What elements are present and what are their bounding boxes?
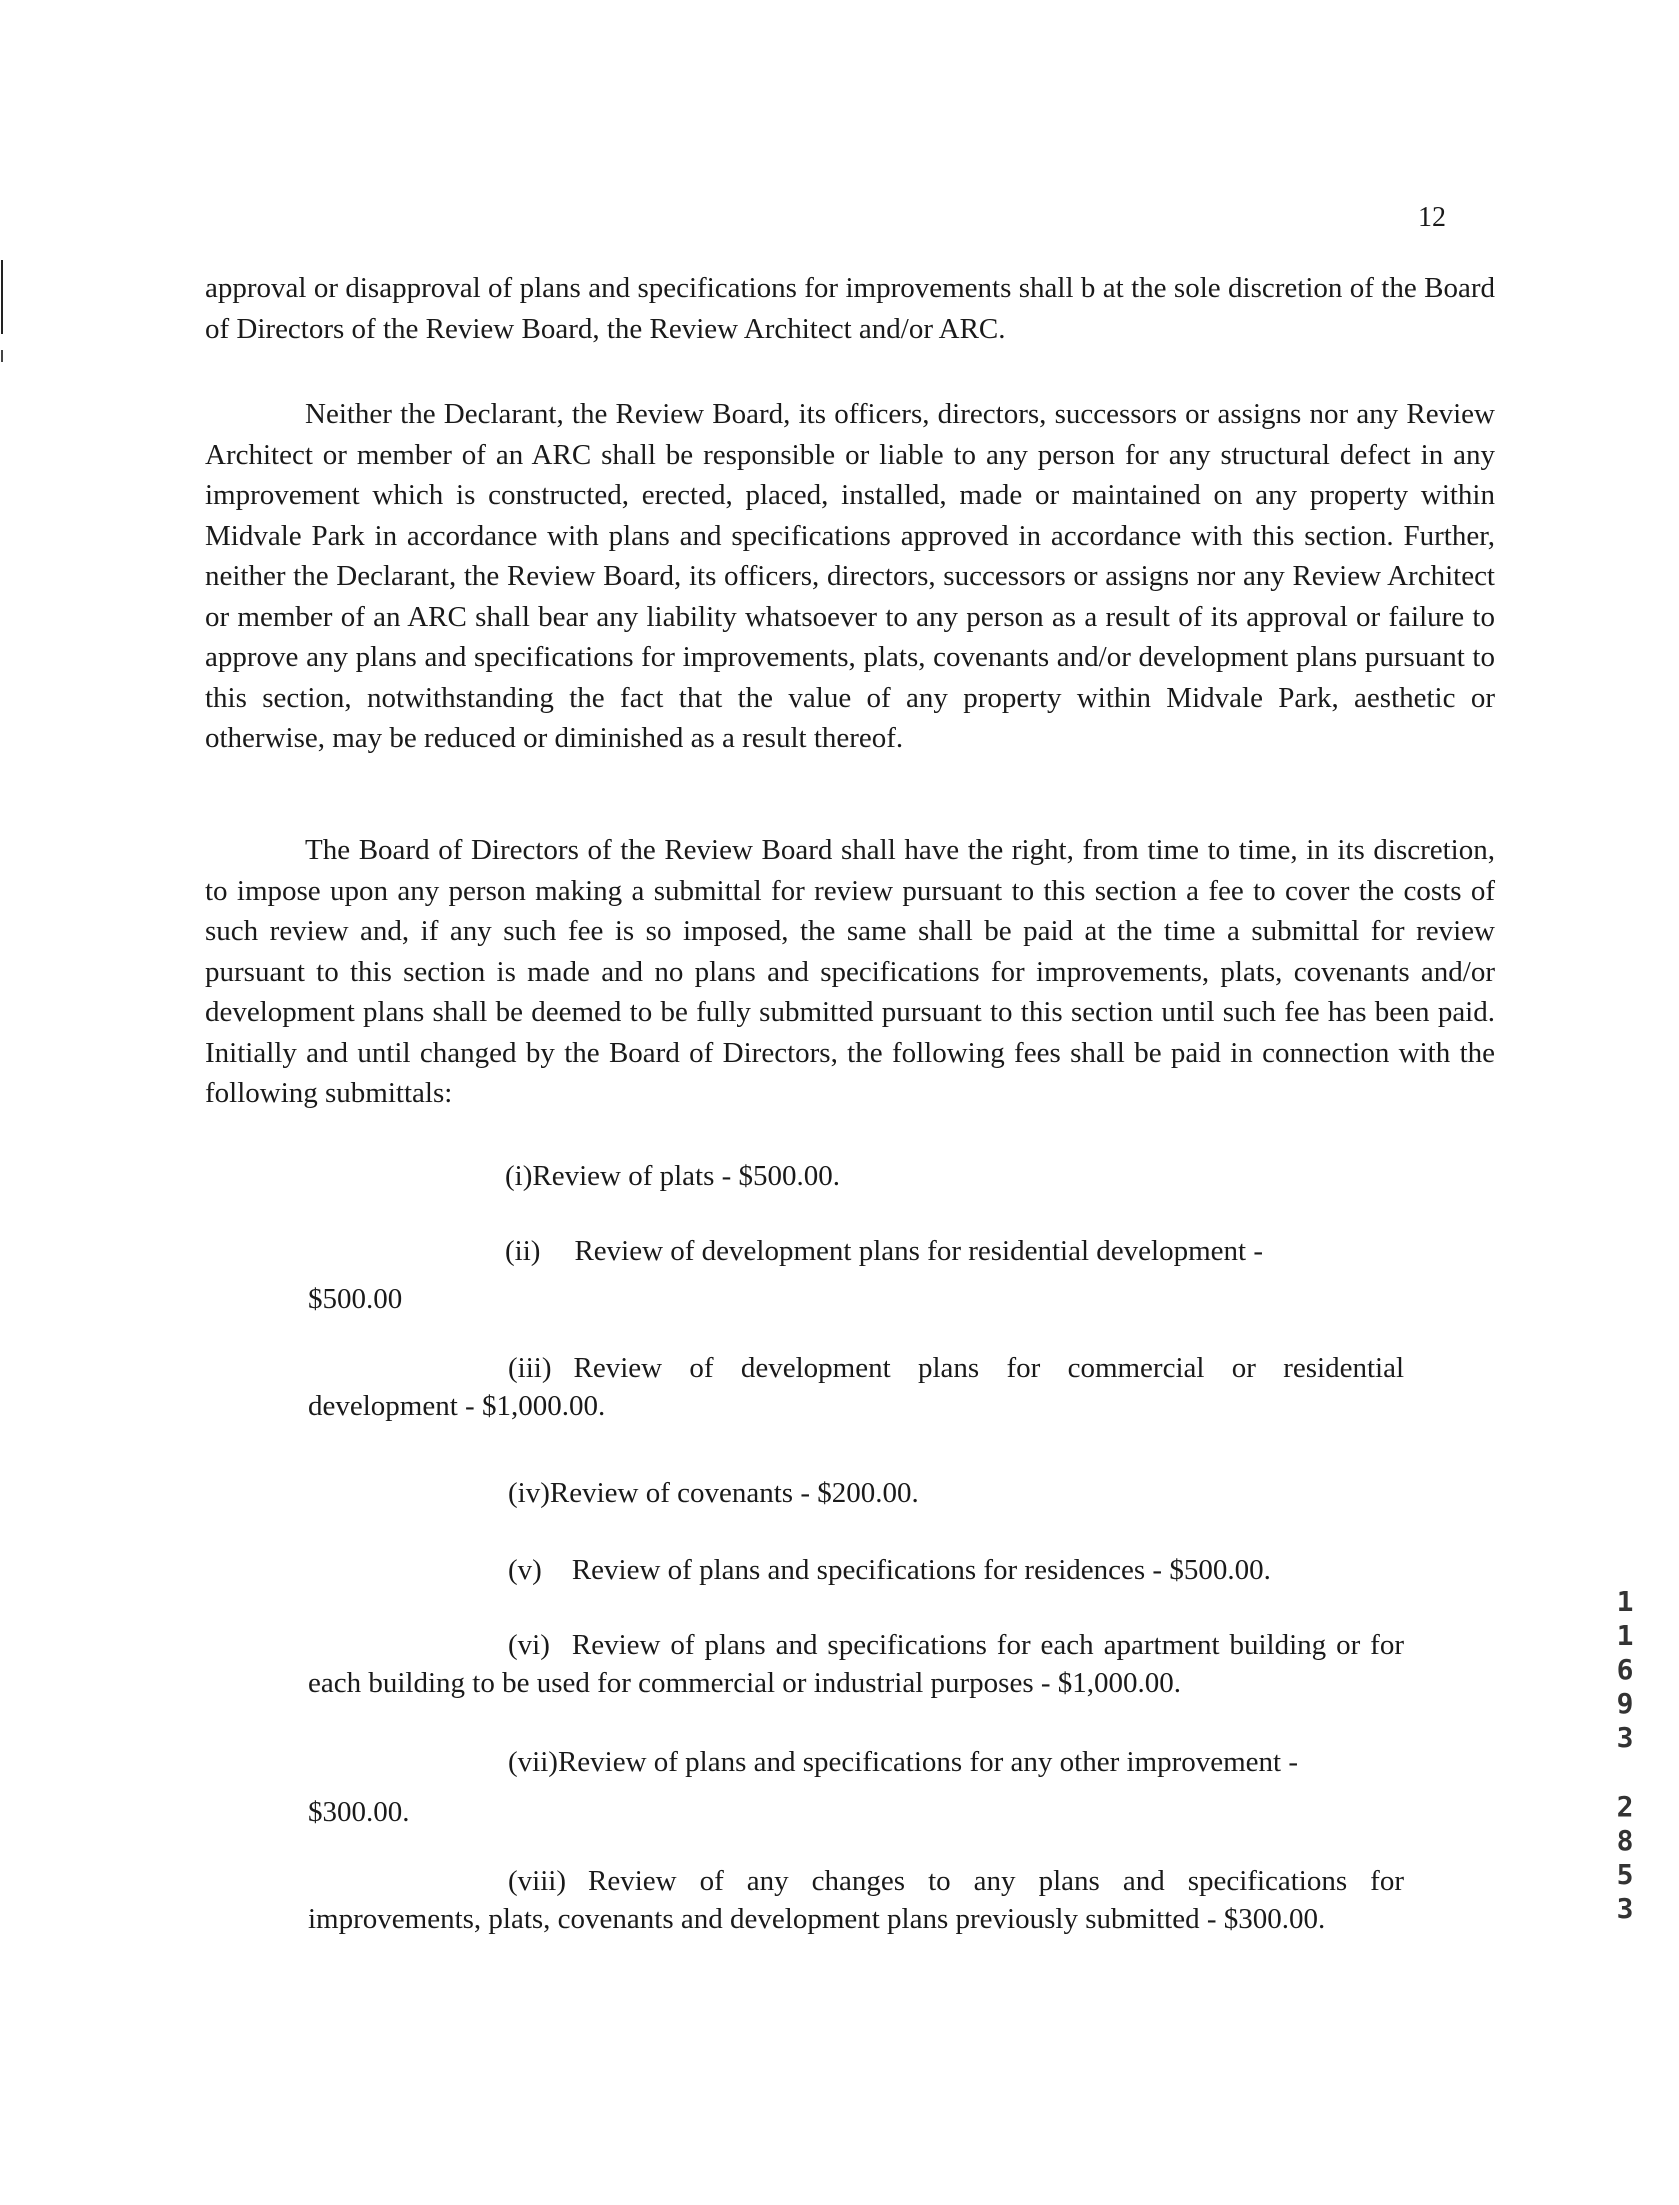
recording-stamp-bottom: 2853	[1616, 1790, 1634, 1925]
fee-item-vii	[508, 1743, 1298, 1781]
scan-edge-mark-small	[1, 350, 3, 362]
paragraph-liability: Neither the Declarant, the Review Board, its officers, directors, successors or assigns nor any Review Architect or member of an ARC shall be responsible or liable to any person for any structural defect in any improvement which is constructed, erected, placed, installed, made or maintained on any property within Midvale Park in accordance with plans and specifications approved in accordance with this section. Further, neither the Declarant, the Review Board, its officers, directors, successors or assigns nor any Review Architect or member of an ARC shall bear any liability whatsoever to any person as a result of its approval or failure to approve any plans and specifications for improvements, plats, covenants and/or development plans pursuant to this section, notwithstanding the fact that the value of any property within Midvale Park, aesthetic or otherwise, may be reduced or diminished as a result thereof.	[205, 398, 1495, 754]
scan-edge-mark	[1, 260, 3, 334]
fee-text: Review of development plans for residential development -	[574, 1235, 1263, 1267]
fee-text: Review of any changes to any plans and specifications for improvements, plats, covenants and development plans previously submitted - $300.00.	[308, 1865, 1404, 1935]
fee-number: (ii)	[505, 1235, 541, 1267]
fee-number: (i)	[505, 1160, 533, 1192]
fee-item-iv	[508, 1474, 919, 1512]
fee-item-iii	[308, 1349, 1404, 1425]
fee-text: Review of covenants - $200.00.	[549, 1477, 919, 1509]
fee-item-v	[508, 1551, 1271, 1589]
fee-text: Review of plans and specifications for residences - $500.00.	[571, 1554, 1271, 1586]
fee-item-vi	[308, 1626, 1404, 1702]
fee-text: Review of plats - $500.00.	[532, 1160, 841, 1192]
fee-number: (iv)	[508, 1477, 550, 1509]
fee-number: (viii)	[508, 1865, 566, 1897]
recording-stamp-top: 11693	[1616, 1585, 1634, 1754]
fee-number: (v)	[508, 1554, 542, 1586]
page-number: 12	[1418, 202, 1446, 233]
fee-number: (vi)	[508, 1629, 550, 1661]
fee-number: (iii)	[508, 1352, 552, 1384]
fee-text: Review of plans and specifications for any other improvement -	[557, 1746, 1299, 1778]
fee-item-i	[505, 1157, 840, 1195]
fee-item-ii	[505, 1232, 1263, 1270]
fee-text: Review of development plans for commercial or residential development - $1,000.00.	[308, 1352, 1404, 1422]
fee-item-ii-amount: $500.00	[308, 1283, 403, 1315]
paragraph-review-fees: The Board of Directors of the Review Board shall have the right, from time to time, in its discretion, to impose upon any person making a submittal for review pursuant to this section a fee to cover the costs of such review and, if any such fee is so imposed, the same shall be paid at the time a submittal for review pursuant to this section is made and no plans and specifications for improvements, plats, covenants and/or development plans shall be deemed to be fully submitted pursuant to this section until such fee has been paid. Initially and until changed by the Board of Directors, the following fees shall be paid in connection with the following submittals:	[205, 834, 1495, 1109]
paragraph-continuation: approval or disapproval of plans and specifications for improvements shall b at the sole discretion of the Board of Directors of the Review Board, the Review Architect and/or ARC.	[205, 272, 1495, 345]
fee-text: Review of plans and specifications for each apartment building or for each building to be used for commercial or industrial purposes - $1,000.00.	[308, 1629, 1404, 1699]
fee-item-vii-amount: $300.00.	[308, 1796, 410, 1828]
fee-item-viii	[308, 1862, 1404, 1938]
fee-number: (vii)	[508, 1746, 558, 1778]
